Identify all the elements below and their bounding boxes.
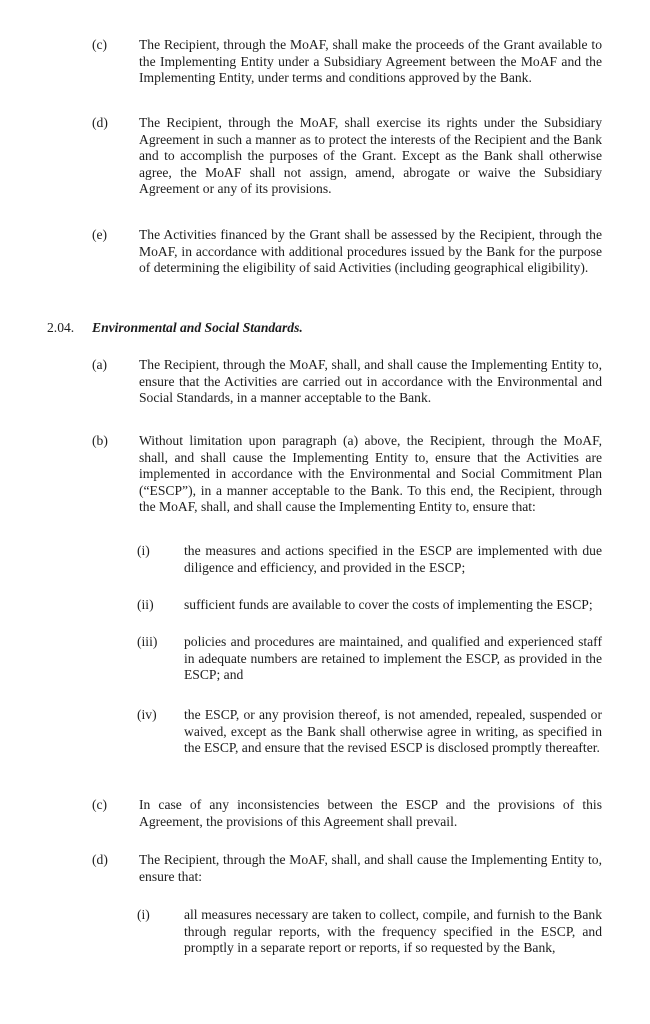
clause-label: (d): [92, 852, 108, 867]
clause-text: The Recipient, through the MoAF, shall make the proceeds of the Grant available to the Implementing Entity under a Subsidiary Agreement between the MoAF and the Implementing Entity, under terms and conditions approved by the Bank.: [139, 37, 602, 86]
clause-text: Without limitation upon paragraph (a) above, the Recipient, through the MoAF, shall, and shall cause the Implementing Entity to, ensure that the Activities are implemented in accordance with the Environmental and Social Commitment Plan (“ESCP”), in a manner acceptable to the Bank. To this end, the Recipient, through the MoAF, shall, and shall cause the Implementing Entity to, ensure that:: [139, 433, 602, 515]
clause-label: (b): [92, 433, 108, 448]
clause-label: (d): [92, 115, 108, 130]
clause-label: (e): [92, 227, 108, 242]
clause-text: The Recipient, through the MoAF, shall exercise its rights under the Subsidiary Agreement in such a manner as to protect the interests of the Recipient and the Bank and to accomplish the purposes of the Grant. Except as the Bank shall otherwise agree, the MoAF shall not assign, amend, abrogate or waive the Subsidiary Agreement or any of its provisions.: [139, 115, 602, 197]
section-number: 2.04.: [47, 320, 75, 335]
subclause-label: (i): [137, 543, 150, 558]
subclause-text: policies and procedures are maintained, and qualified and experienced staff in adequate numbers are retained to implement the ESCP, as provided in the ESCP; and: [184, 634, 602, 683]
clause-label: (c): [92, 37, 108, 52]
section-title: Environmental and Social Standards.: [92, 320, 303, 335]
subclause-label: (ii): [137, 597, 154, 612]
clause-text: The Recipient, through the MoAF, shall, and shall cause the Implementing Entity to, ensure that:: [139, 852, 602, 884]
clause-text: The Activities financed by the Grant shall be assessed by the Recipient, through the MoAF, in accordance with additional procedures issued by the Bank for the purpose of determining the eligibility of said Activities (including geographical eligibility).: [139, 227, 602, 276]
subclause-text: the ESCP, or any provision thereof, is not amended, repealed, suspended or waived, except as the Bank shall otherwise agree in writing, as specified in the ESCP, and ensure that the revised ESCP is disclosed promptly thereafter.: [184, 707, 602, 756]
subclause-label: (iv): [137, 707, 157, 722]
clause-label: (c): [92, 797, 108, 812]
subclause-text: sufficient funds are available to cover the costs of implementing the ESCP;: [184, 597, 593, 612]
clause-text: In case of any inconsistencies between the ESCP and the provisions of this Agreement, the provisions of this Agreement shall prevail.: [139, 797, 602, 829]
subclause-text: all measures necessary are taken to collect, compile, and furnish to the Bank through regular reports, with the frequency specified in the ESCP, and promptly in a separate report or reports, if so requested by the Bank,: [184, 907, 602, 956]
clause-label: (a): [92, 357, 108, 372]
subclause-label: (i): [137, 907, 150, 922]
subclause-text: the measures and actions specified in the ESCP are implemented with due diligence and efficiency, and provided in the ESCP;: [184, 543, 602, 575]
subclause-label: (iii): [137, 634, 158, 649]
clause-text: The Recipient, through the MoAF, shall, and shall cause the Implementing Entity to, ensure that the Activities are carried out in accordance with the Environmental and Social Standards, in a manner acceptable to the Bank.: [139, 357, 602, 406]
